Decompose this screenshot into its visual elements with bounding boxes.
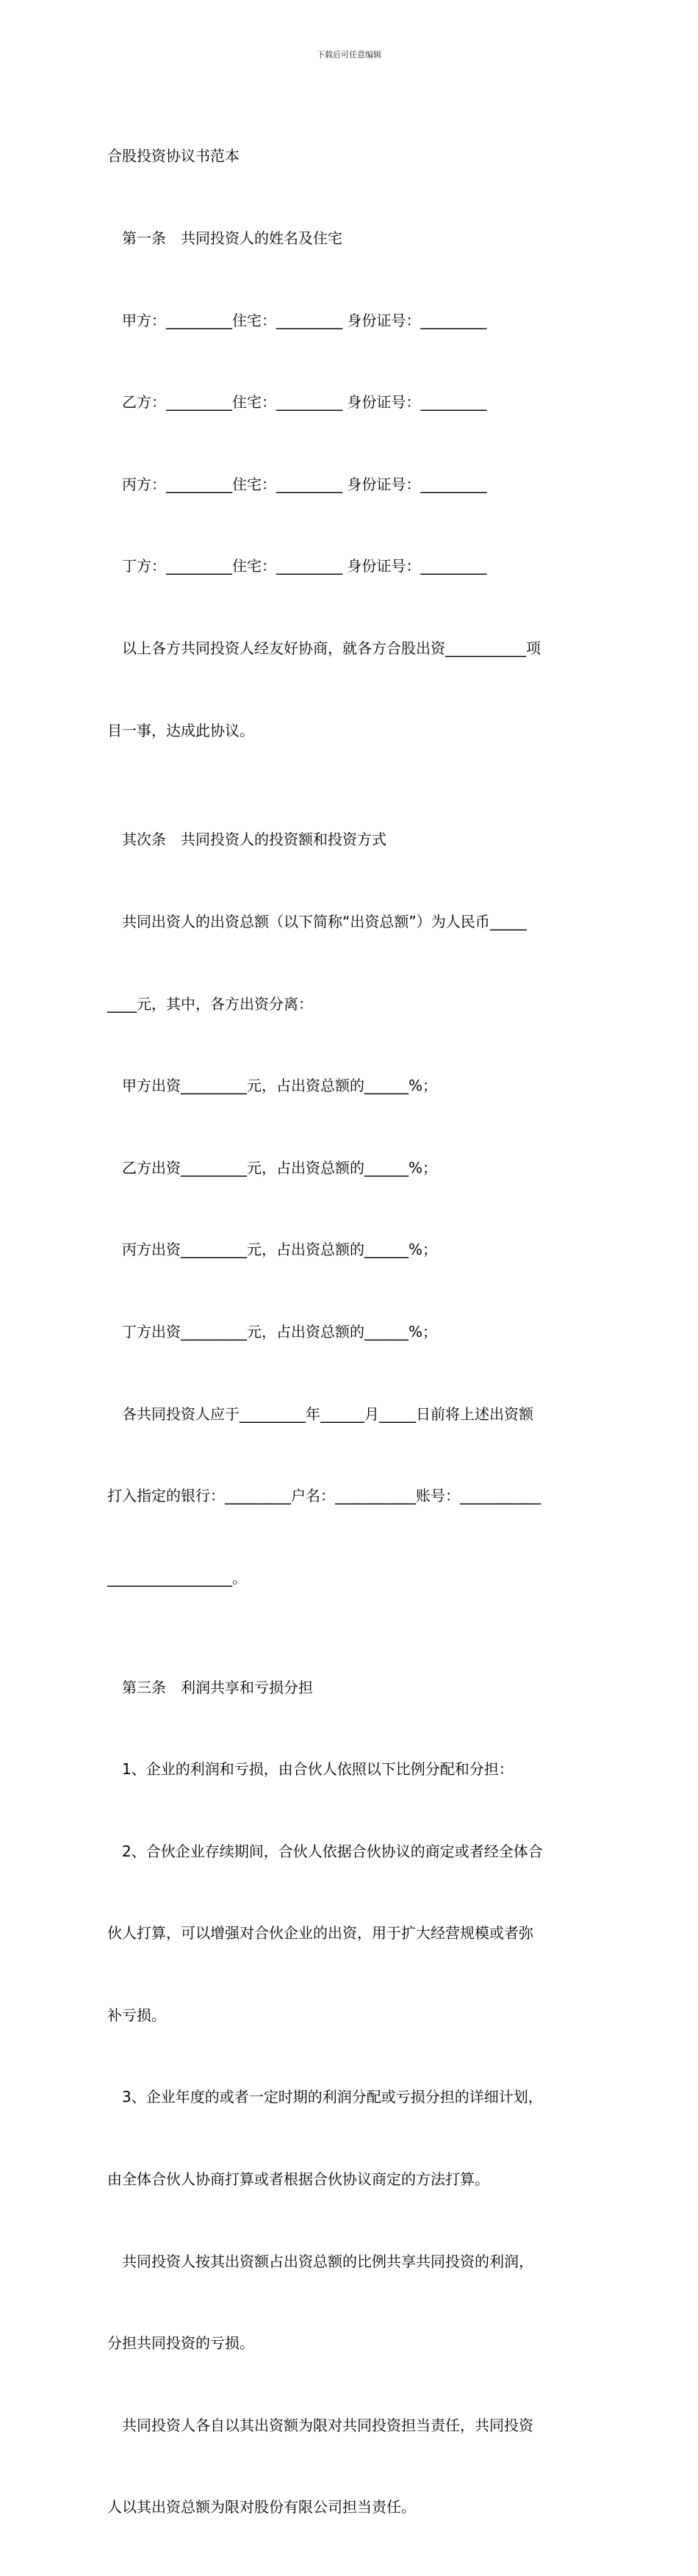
party-row: 乙方：_________住宅：_________ 身份证号：_________ xyxy=(122,393,487,412)
article1-intro-line1: 以上各方共同投资人经友好协商，就各方合股出资___________项 xyxy=(122,639,541,657)
article3-share-line1: 共同投资人按其出资额占出资总额的比例共享共同投资的利润， xyxy=(122,2252,533,2270)
article3-item2-line2: 伙人打算，可以增强对合伙企业的出资，用于扩大经营规模或者弥 xyxy=(107,1924,533,1942)
party-row: 丙方：_________住宅：_________ 身份证号：_________ xyxy=(122,475,487,493)
article2-bank-line2: 打入指定的银行：_________户名：___________账号：___________ xyxy=(107,1487,541,1505)
contribution-row: 乙方出资_________元，占出资总额的______%； xyxy=(122,1158,438,1177)
party-row: 丁方：_________住宅：_________ 身份证号：_________ xyxy=(122,557,487,575)
contribution-row: 丙方出资_________元，占出资总额的______%； xyxy=(122,1241,438,1259)
article3-item3-line2: 由全体合伙人协商打算或者根据合伙协议商定的方法打算。 xyxy=(107,2170,489,2189)
article3-item1: 1、企业的利润和亏损，由合伙人依照以下比例分配和分担： xyxy=(122,1760,514,1779)
article1-heading: 第一条 共同投资人的姓名及住宅 xyxy=(122,229,342,247)
article3-item2-line3: 补亏损。 xyxy=(107,2006,166,2024)
article3-item2-line1: 2、合伙企业存续期间，合伙人依据合伙协议的商定或者经全体合 xyxy=(122,1842,543,1860)
article3-liability-line2: 人以其出资总额为限对股份有限公司担当责任。 xyxy=(107,2498,416,2516)
document-title: 合股投资协议书范本 xyxy=(107,147,240,165)
contribution-row: 丁方出资_________元，占出资总额的______%； xyxy=(122,1322,438,1341)
article3-liability-line1: 共同投资人各自以其出资额为限对共同投资担当责任，共同投资 xyxy=(122,2416,533,2434)
article2-total-line1: 共同出资人的出资总额（以下简称“出资总额”）为人民币_____ xyxy=(122,912,527,930)
page-header: 下载后可任意编辑 xyxy=(317,50,381,60)
contribution-row: 甲方出资_________元，占出资总额的______%； xyxy=(122,1077,438,1095)
article1-intro-line2: 目一事，达成此协议。 xyxy=(107,721,254,739)
document-body xyxy=(107,88,595,2576)
article2-bank-line3: _________________。 xyxy=(107,1568,247,1587)
article2-total-line2: ____元，其中，各方出资分离： xyxy=(107,994,313,1013)
party-row: 甲方：_________住宅：_________ 身份证号：_________ xyxy=(122,311,487,329)
article3-item3-line1: 3、企业年度的或者一定时期的利润分配或亏损分担的详细计划， xyxy=(122,2088,543,2106)
article2-bank-line1: 各共同投资人应于_________年______月_____日前将上述出资额 xyxy=(122,1404,533,1423)
article3-share-line2: 分担共同投资的亏损。 xyxy=(107,2334,254,2353)
article2-heading: 其次条 共同投资人的投资额和投资方式 xyxy=(122,830,386,849)
article3-heading: 第三条 利润共享和亏损分担 xyxy=(122,1678,313,1696)
